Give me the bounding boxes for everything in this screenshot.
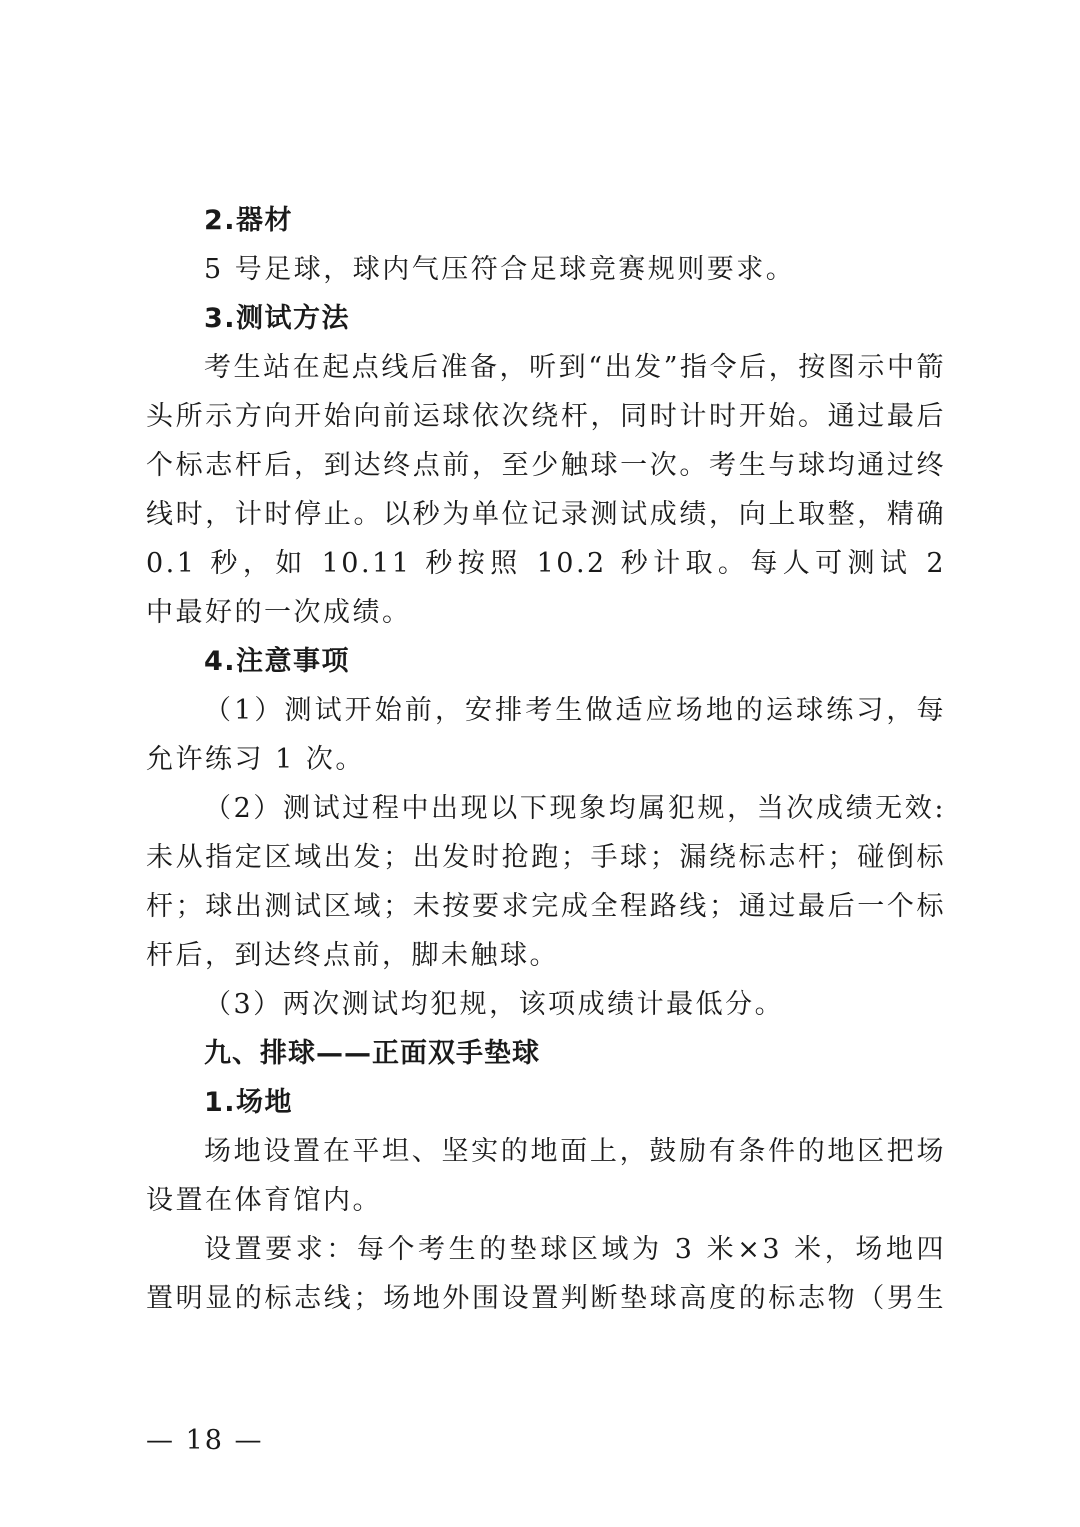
text-line: （1）测试开始前，安排考生做适应场地的运球练习，每 [204,695,946,726]
text-line: 杆；球出测试区域；未按要求完成全程路线；通过最后一个标 [146,891,946,922]
text-line: 0.1 秒，如 10.11 秒按照 10.2 秒计取。每人可测试 2 [146,548,946,579]
text-line: 置明显的标志线；场地外围设置判断垫球高度的标志物（男生 [146,1283,946,1314]
subsection-heading: 1.场地 [204,1087,294,1118]
text-line: 杆后，到达终点前，脚未触球。 [146,940,559,971]
text-line: 头所示方向开始向前运球依次绕杆，同时计时开始。通过最后 [146,401,946,432]
text-line: 考生站在起点线后准备，听到“出发”指令后，按图示中箭 [204,352,946,383]
text-line: 场地设置在平坦、坚实的地面上，鼓励有条件的地区把场 [204,1136,946,1167]
text-line: 线时，计时停止。以秒为单位记录测试成绩，向上取整，精确 [146,499,946,530]
text-line: （3）两次测试均犯规，该项成绩计最低分。 [204,989,785,1020]
subsection-heading: 2.器材 [204,205,294,236]
document-body [146,196,946,1323]
text-line: 5 号足球，球内气压符合足球竞赛规则要求。 [204,254,796,285]
subsection-heading: 3.测试方法 [204,303,351,334]
text-line: 中最好的一次成绩。 [146,597,412,628]
text-line: 个标志杆后，到达终点前，至少触球一次。考生与球均通过终 [146,450,946,481]
text-line: 设置要求：每个考生的垫球区域为 3 米×3 米，场地四 [204,1234,946,1265]
subsection-heading: 4.注意事项 [204,646,351,677]
page-number: — 18 — [146,1425,264,1456]
text-line: （2）测试过程中出现以下现象均属犯规，当次成绩无效: [204,793,946,824]
text-line: 未从指定区域出发；出发时抢跑；手球；漏绕标志杆；碰倒标 [146,842,946,873]
text-line: 设置在体育馆内。 [146,1185,382,1216]
text-line: 允许练习 1 次。 [146,744,365,775]
section-heading: 九、排球——正面双手垫球 [204,1038,540,1069]
